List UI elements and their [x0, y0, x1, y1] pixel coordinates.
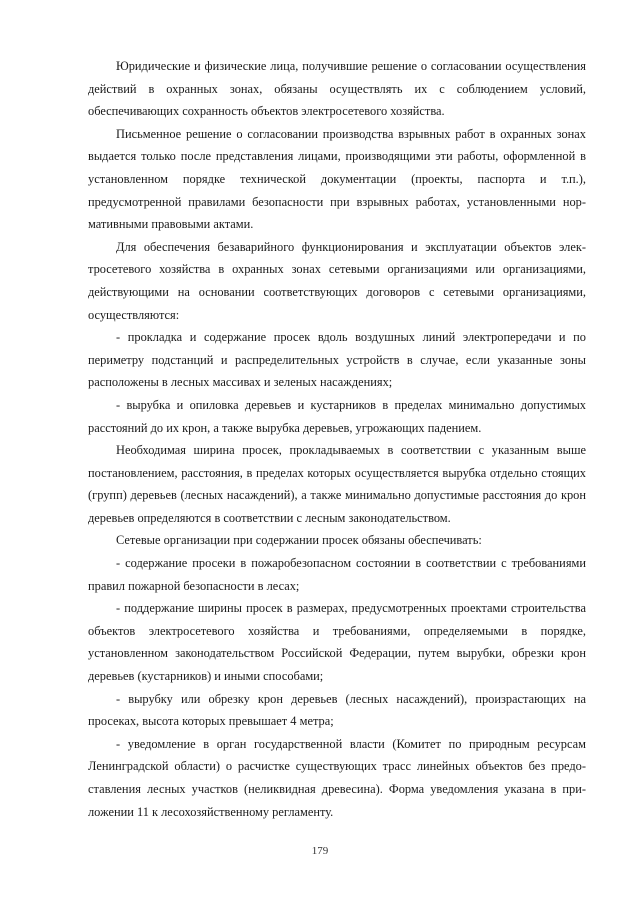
page-number: 179	[311, 845, 329, 857]
list-item-tree-cutting: - вырубка и опиловка деревьев и кустарников в пределах минимально допустимых расстояний до их крон, а также вырубка деревьев, угрожающих падением.	[88, 397, 586, 435]
paragraph-operation-measures: Для обеспечения безаварийного функционирования и эксплуатации объектов электросетевого хозяйства в охранных зонах сетевыми организациями или организациями, действующими на основании соответствующих договоров с сетевыми организациями, осуществляются:	[88, 239, 586, 322]
document-page	[88, 55, 586, 823]
paragraph-network-obligations: Сетевые организации при содержании просек обязаны обеспечивать:	[116, 533, 482, 548]
paragraph-consent-conditions: Юридические и физические лица, получившие решение о согласовании осуществления действий в охранных зонах, обязаны осуществлять их с соблюдением условий, обеспечивающих сохранность объектов электросетевого хозяйства.	[88, 59, 586, 119]
list-item-width-maintenance: - поддержание ширины просек в размерах, предусмотренных проектами строительства объектов электросетевого хозяйства и требованиями, определяемыми в порядке, установленном законодательством Российской Федерации, путем вырубки, обрезки крон деревьев (кустарников) и иными способами;	[88, 601, 586, 684]
list-item-clearing-maintenance: - прокладка и содержание просек вдоль воздушных линий электропередачи и по периметру подстанций и распределительных устройств в случае, если указанные зоны расположены в лесных массивах и зеленых насаждениях;	[88, 330, 586, 390]
list-item-notification: - уведомление в орган государственной власти (Комитет по природным ресурсам Ленинградской области) о расчистке существующих трасс линейных объектов без предоставления лесных участков (неликвидная древесина). Форма уведомления указана в приложении 11 к лесохозяйственному регламенту.	[88, 736, 586, 819]
list-item-crown-trimming: - вырубку или обрезку крон деревьев (лесных насаждений), произрастающих на просеках, высота которых превышает 4 метра;	[88, 691, 586, 729]
paragraph-blasting-permit: Письменное решение о согласовании производства взрывных работ в охранных зонах выдается только после представления лицами, производящими эти работы, оформленной в установленном порядке технической документации (проекты, паспорта и т.п.), предусмотренной правилами безопасности при взрывных работах, установленными нормативными правовыми актами.	[88, 126, 586, 232]
list-item-fire-safety: - содержание просеки в пожаробезопасном состоянии в соответствии с требованиями правил пожарной безопасности в лесах;	[88, 556, 586, 593]
paragraph-clearing-width: Необходимая ширина просек, прокладываемых в соответствии с указанным выше постановлением, расстояния, в пределах которых осуществляется вырубка отдельно стоящих (групп) деревьев (лесных насаждений), а также минимально допустимые расстояния до крон деревьев определяются в соответствии с лесным законодательством.	[88, 443, 586, 525]
